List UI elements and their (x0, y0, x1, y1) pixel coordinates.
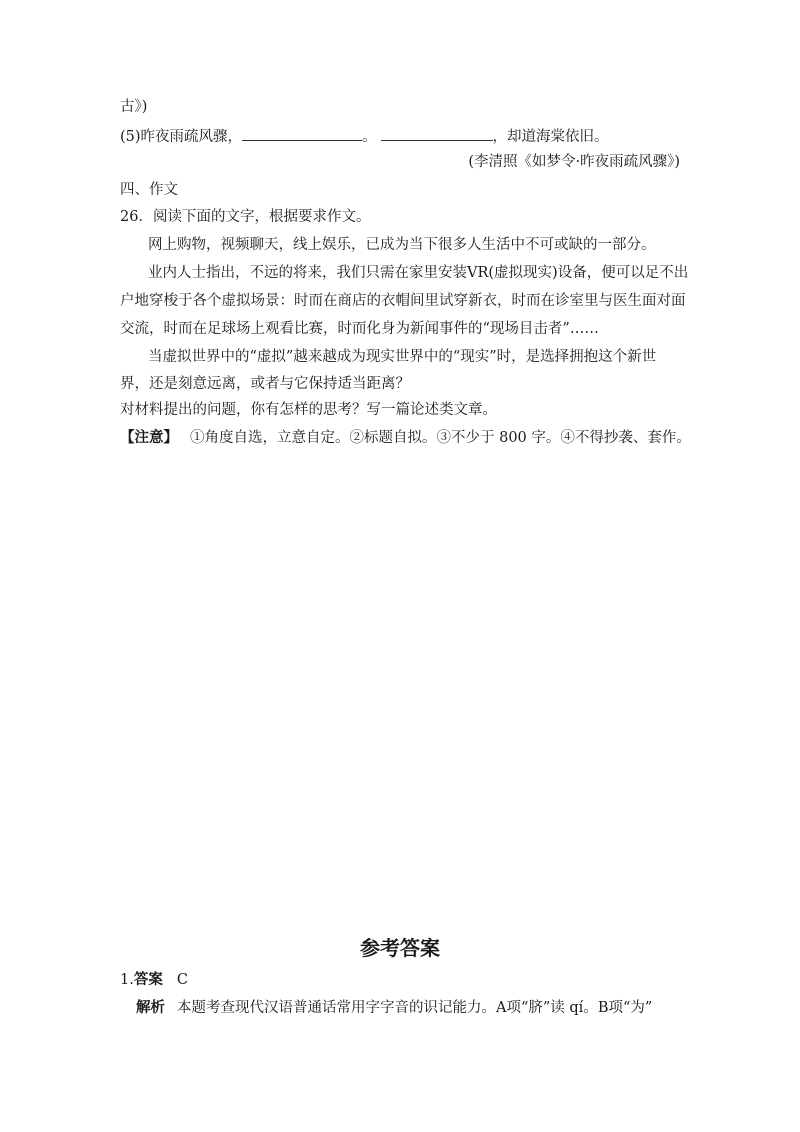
answer-label: 答案 (133, 971, 163, 988)
note-text: ①角度自选，立意自定。②标题自拟。③不少于 800 字。④不得抄袭、套作。 (190, 430, 691, 446)
question-suffix: ，却道海棠依旧。 (492, 129, 609, 145)
answer-value: C (176, 972, 188, 988)
paragraph-2-line-1: 业内人士指出，不远的将来，我们只需在家里安装VR(虚拟现实)设备，便可以足不出 (148, 265, 689, 281)
writing-task: 对材料提出的问题，你有怎样的思考？写一篇论述类文章。 (120, 402, 497, 418)
answer-1 (120, 970, 188, 990)
analysis-label: 解析 (136, 999, 165, 1016)
note (120, 428, 691, 448)
poem-line-continuation: 古》) (120, 99, 148, 115)
paragraph-2-line-2: 户地穿梭于各个虚拟场景：时而在商店的衣帽间里试穿新衣，时而在诊室里与医生面对面 (120, 293, 686, 309)
paragraph-3-line-2: 界，还是刻意远离，或者与它保持适当距离？ (120, 376, 410, 392)
answer-blank-1[interactable] (242, 126, 362, 141)
analysis (136, 998, 652, 1018)
fill-blank-question-5 (120, 126, 609, 147)
note-label: 【注意】 (120, 429, 178, 446)
question-number: 26．阅读下面的文字，根据要求作文。 (120, 209, 371, 225)
paragraph-1: 网上购物，视频聊天，线上娱乐，已成为当下很多人生活中不可或缺的一部分。 (148, 237, 656, 253)
paragraph-3-line-1: 当虚拟世界中的“虚拟”越来越成为现实世界中的“现实”时，是选择拥抱这个新世 (148, 349, 657, 365)
question-prefix: (5)昨夜雨疏风骤， (120, 129, 243, 145)
answer-blank-2[interactable] (381, 126, 493, 141)
paragraph-2-line-3: 交流，时而在足球场上观看比赛，时而化身为新闻事件的“现场目击者”…… (120, 321, 599, 337)
answers-title: 参考答案 (360, 936, 440, 960)
section-heading: 四、作文 (120, 182, 178, 198)
answer-number: 1. (120, 972, 134, 988)
question-separator: 。 (362, 129, 377, 145)
poem-source: (李清照《如梦令·昨夜雨疏风骤》) (468, 154, 680, 170)
analysis-text: 本题考查现代汉语普通话常用字字音的识记能力。A项“脐”读 qí。B项“为” (177, 1000, 653, 1016)
